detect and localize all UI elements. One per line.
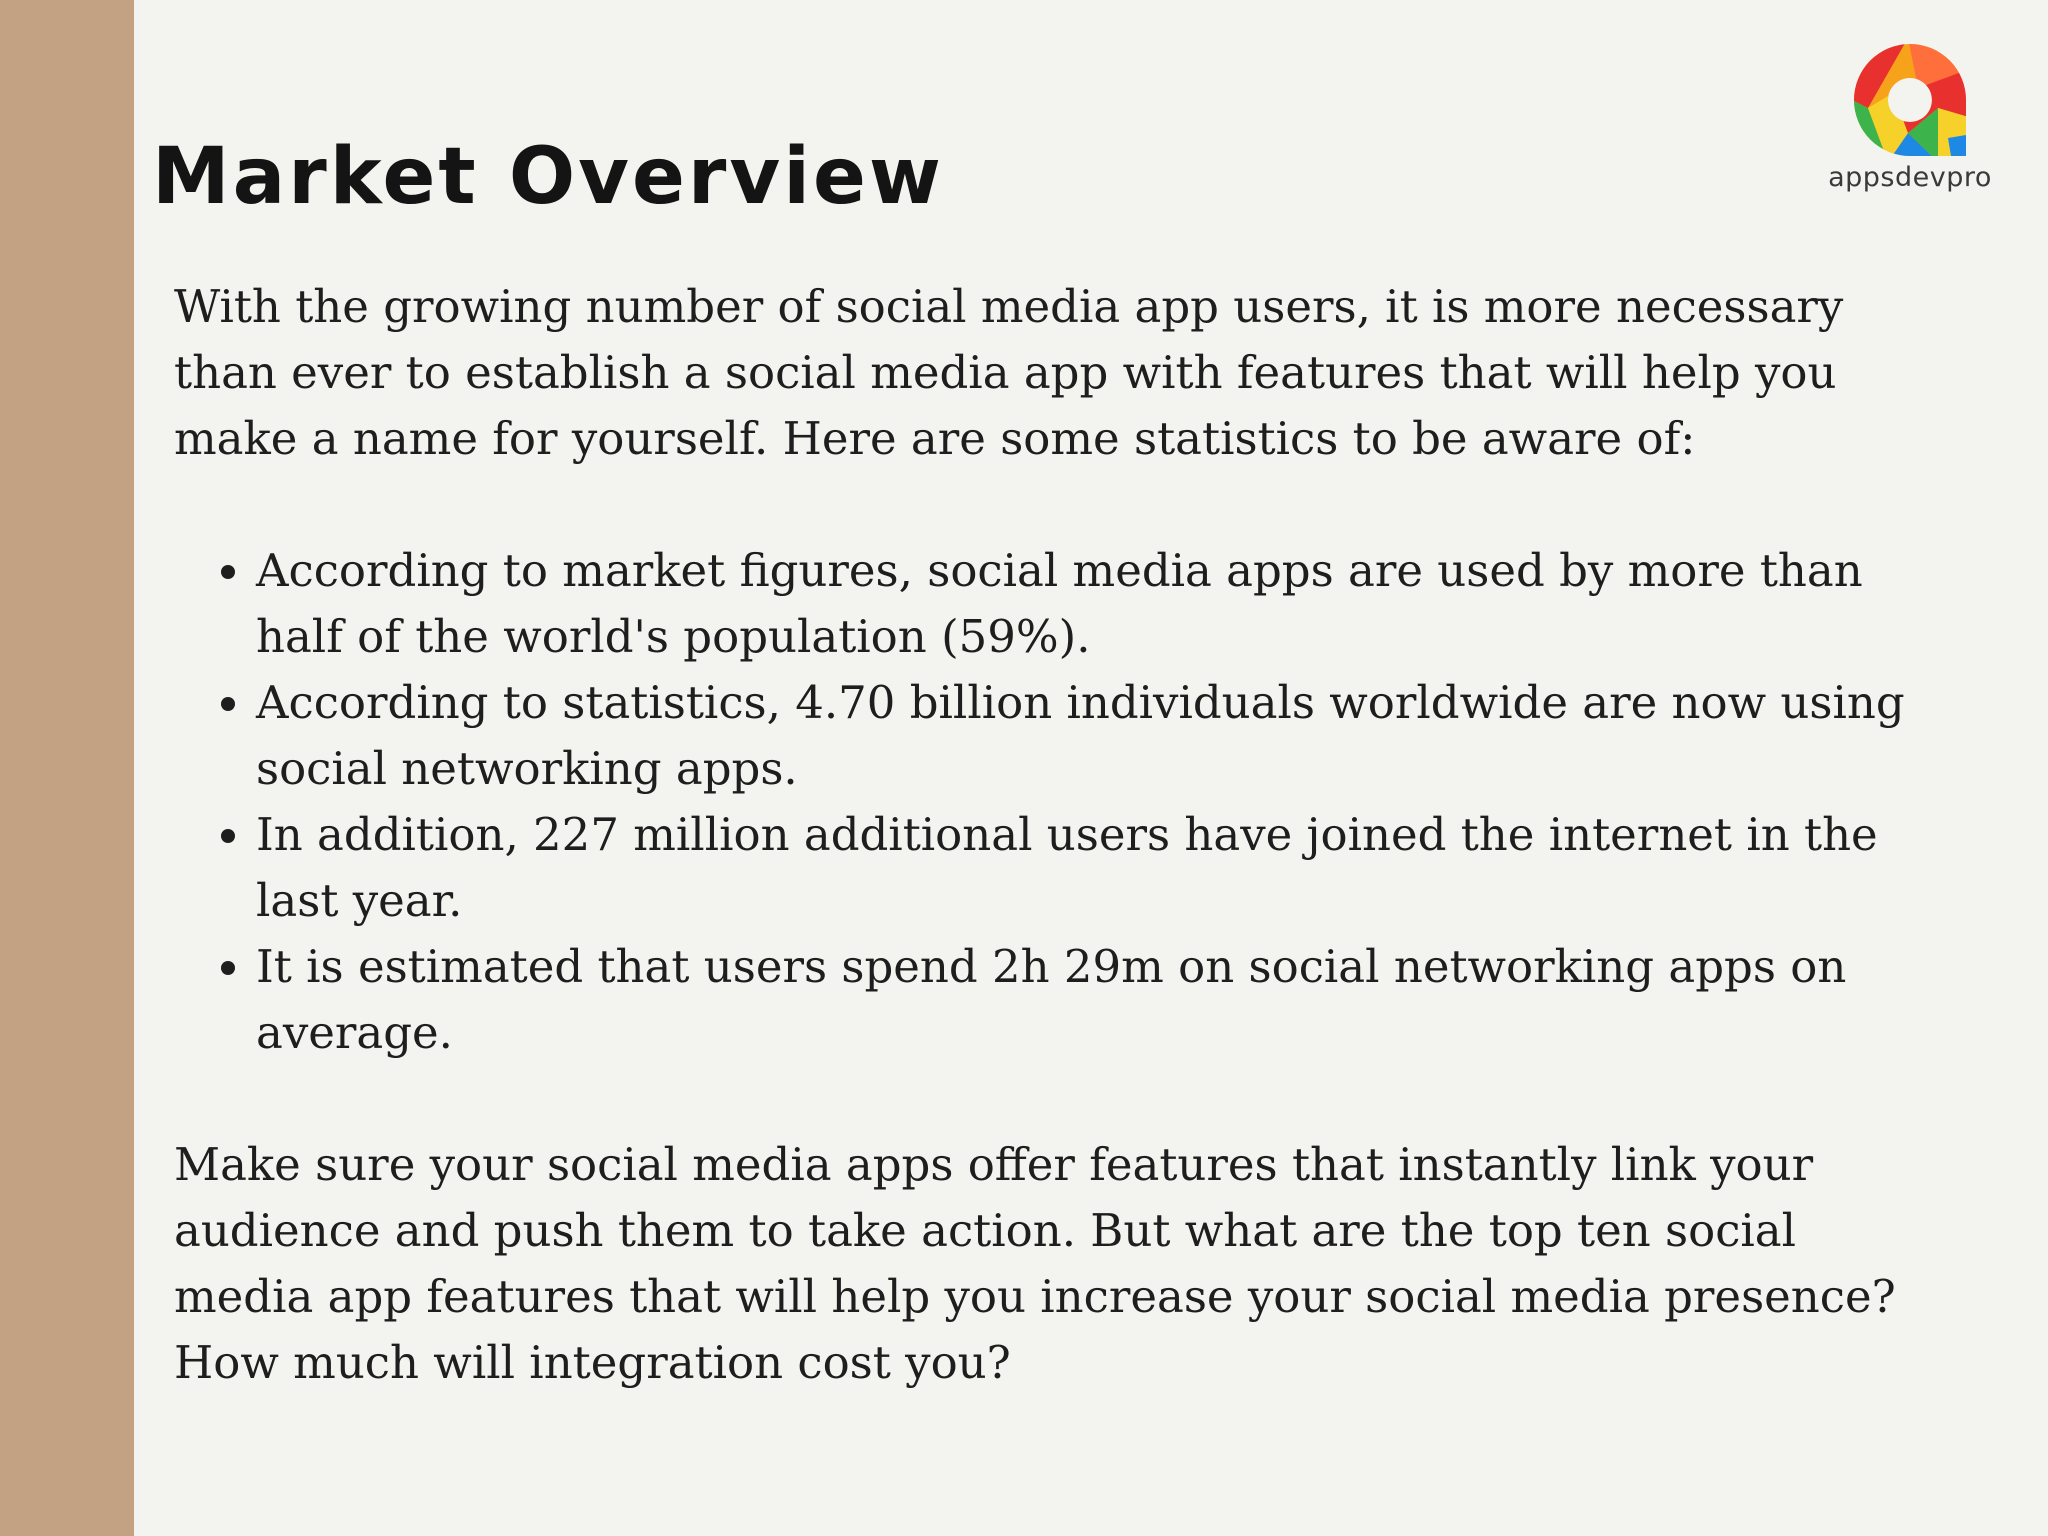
body-content <box>174 274 1934 1396</box>
brand-name: appsdevpro <box>1828 162 1992 193</box>
brand-logo <box>1820 38 2000 208</box>
list-item: • In addition, 227 million additional users have joined the internet in the last year. <box>256 802 1934 934</box>
list-item: • It is estimated that users spend 2h 29m on social networking apps on average. <box>256 934 1934 1066</box>
page-title: Market Overview <box>152 132 944 222</box>
closing-paragraph: Make sure your social media apps offer features that instantly link your audience and push them to take action. But what are the top ten social media app features that will help you increase your social media presence? How much will integration cost you? <box>174 1138 1896 1389</box>
list-item: • According to market figures, social media apps are used by more than half of the world's population (59%). <box>256 538 1934 670</box>
statistics-list <box>174 538 1934 1066</box>
intro-paragraph: With the growing number of social media app users, it is more necessary than ever to establish a social media app with features that will help you make a name for yourself. Here are some statistics to be aware of: <box>174 280 1844 465</box>
appsdevpro-logo-icon <box>1848 38 1972 162</box>
side-accent-bar <box>0 0 134 1536</box>
list-item: • According to statistics, 4.70 billion individuals worldwide are now using social networking apps. <box>256 670 1934 802</box>
